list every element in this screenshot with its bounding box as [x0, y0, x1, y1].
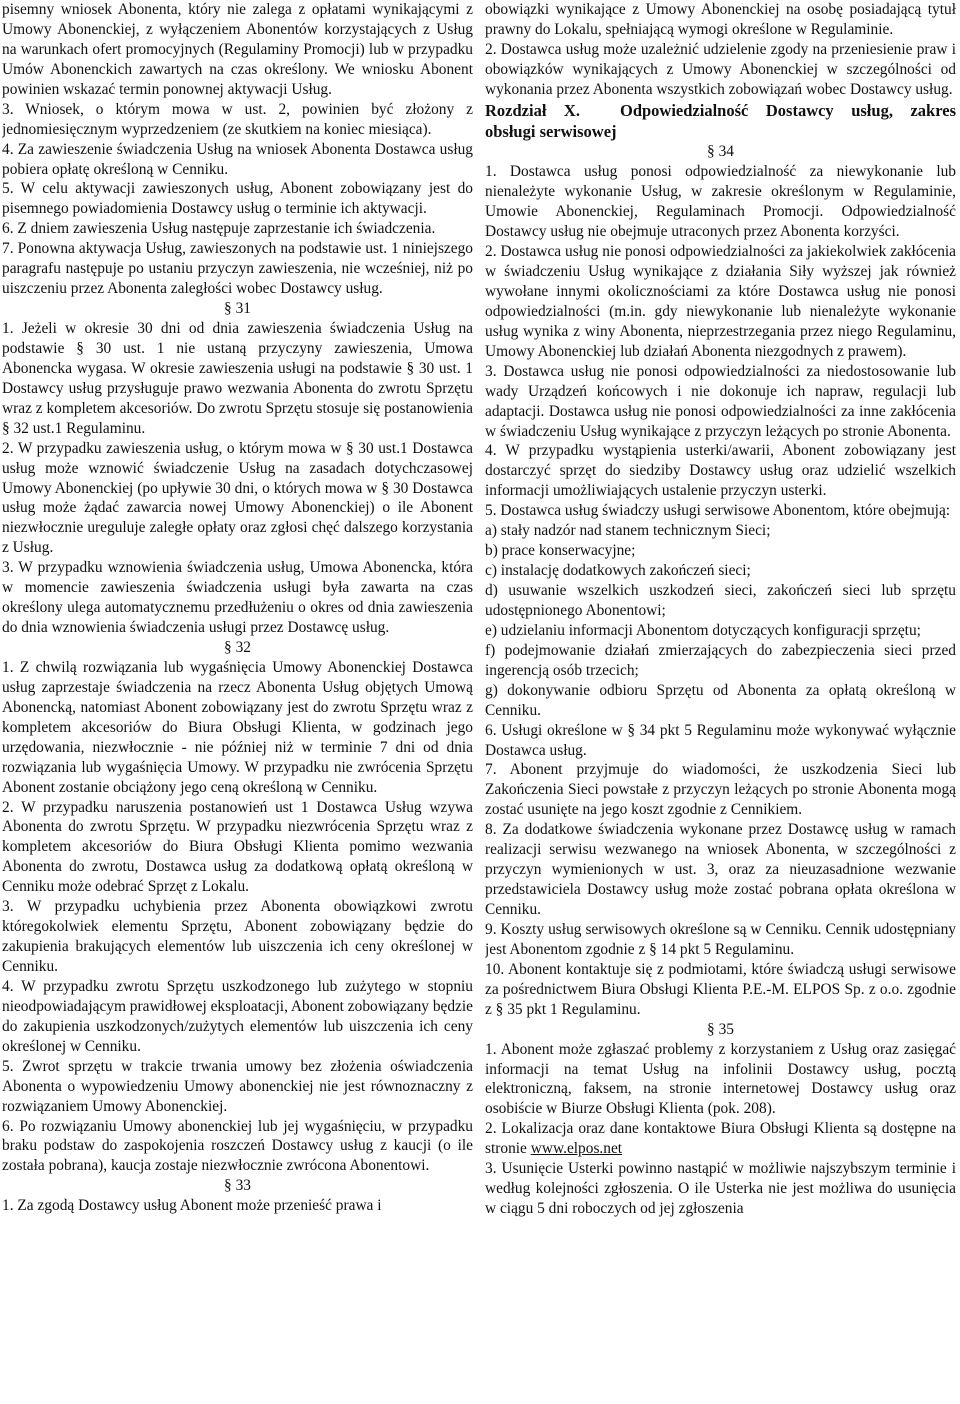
paragraph-intro-3: 4. Za zawieszenie świadczenia Usług na wniosek Abonenta Dostawca usług pobiera opłatę określoną w Cenniku.: [2, 140, 473, 178]
section-31-heading: § 31: [224, 300, 251, 318]
s31-paragraph-3: 3. W przypadku wznowienia świadczenia usług, Umowa Abonencka, która w momencie zawieszenia świadczenia usługi była zawarta na czas określony ulega automatycznemu przedłużeniu o okres od dnia zawieszenia do dnia wznowienia świadczenia usługi przez Dostawcę usług.: [2, 559, 473, 637]
s34-list-item-c: c) instalację dodatkowych zakończeń sieci;: [485, 562, 751, 580]
s34-list-item-e: e) udzielaniu informacji Abonentom dotyczących konfiguracji sprzętu;: [485, 621, 921, 639]
s34-list-item-d: d) usuwanie wszelkich uszkodzeń sieci, zakończeń sieci lub sprzętu udostępnionego Abonentowi;: [485, 582, 956, 619]
s34-paragraph-3: 3. Dostawca usług nie ponosi odpowiedzialności za niedostosowanie lub wady Urządzeń końcowych i nie dokonuje ich napraw, regulacji lub adaptacji. Dostawca usług nie ponosi odpowiedzialności za inne zakłócenia w świadczeniu Usług wynikające z przyczyn leżących po stronie Abonenta.: [485, 362, 956, 440]
s32-paragraph-4: 4. W przypadku zwrotu Sprzętu uszkodzonego lub zużytego w stopniu nieodpowiadającym prawidłowej eksploatacji, Abonent zobowiązany będzie do zakupienia uszkodzonych/zużytych elementów lub uiszczenia ich ceny określonej w Cenniku.: [2, 977, 473, 1055]
s34-paragraph-5: 5. Dostawca usług świadczy usługi serwisowe Abonentom, które obejmują:: [485, 502, 951, 520]
s34-paragraph-9: 9. Koszty usług serwisowych określone są w Cenniku. Cennik udostępniany jest Abonentom zgodnie z § 14 pkt 5 Regulaminu.: [485, 920, 956, 958]
right-intro-2: 2. Dostawca usług może uzależnić udzielenie zgody na przeniesienie praw i obowiązków wynikających z Umowy Abonenckiej w szczególności od wykonania przez Abonenta wszystkich zobowiązań wobec Dostawcy usług.: [485, 40, 956, 98]
s34-list-item-a: a) stały nadzór nad stanem technicznym Sieci;: [485, 522, 771, 540]
paragraph-intro-5: 6. Z dniem zawieszenia Usług następuje zaprzestanie ich świadczenia.: [2, 220, 436, 238]
right-column: [485, 0, 956, 1404]
paragraph-intro-2: 3. Wniosek, o którym mowa w ust. 2, powinien być złożony z jednomiesięcznym wyprzedzeniem (ze skutkiem na koniec miesiąca).: [2, 100, 473, 138]
s35-paragraph-2: [485, 1119, 956, 1159]
s34-paragraph-6: 6. Usługi określone w § 34 pkt 5 Regulaminu może wykonywać wyłącznie Dostawca usług.: [485, 721, 956, 759]
section-33-heading: § 33: [224, 1177, 251, 1195]
s34-list-item-f: f) podejmowanie działań zmierzających do zabezpieczenia sieci przed ingerencją osób trzecich;: [485, 641, 956, 679]
paragraph-intro-6: 7. Ponowna aktywacja Usług, zawieszonych na podstawie ust. 1 niniejszego paragrafu następuje po ustaniu przyczyn zawieszenia, nie wcześniej, niż po uiszczeniu przez Abonenta zaległości wobec Dostawcy usług.: [2, 240, 473, 298]
left-column: [2, 0, 473, 1404]
s31-paragraph-1: 1. Jeżeli w okresie 30 dni od dnia zawieszenia świadczenia Usług na podstawie § 30 ust. 1 nie ustaną przyczyny zawieszenia, Umowa Abonencka wygasa. W okresie zawieszenia usługi na podstawie § 30 ust. 1 Dostawcy usług przysługuje prawo wezwania Abonenta do zwrotu Sprzętu wraz z kompletem akcesoriów. Do zwrotu Sprzętu stosuje się postanowienia § 32 ust.1 Regulaminu.: [2, 320, 473, 437]
chapter-heading: [485, 100, 956, 143]
s34-paragraph-10: 10. Abonent kontaktuje się z podmiotami, które świadczą usługi serwisowe za pośrednictwem Biura Obsługi Klienta P.E.-M. ELPOS Sp. z o.o. zgodnie z § 35 pkt 1 Regulaminu.: [485, 960, 956, 1018]
two-column-layout: [2, 0, 956, 1404]
elpos-website-link[interactable]: www.elpos.net: [530, 1140, 623, 1158]
section-35-heading: § 35: [707, 1020, 734, 1038]
s35-paragraph-1: 1. Abonent może zgłaszać problemy z korzystaniem z Usług oraz zasięgać informacji na temat Usług na infolinii Dostawcy usług, pocztą elektroniczną, faksem, na stronie internetowej Dostawcy usług oraz osobiście w Biurze Obsługi Klienta (pok. 208).: [485, 1040, 956, 1118]
s32-paragraph-1: 1. Z chwilą rozwiązania lub wygaśnięcia Umowy Abonenckiej Dostawca usług zaprzestaje świadczenia na rzecz Abonenta Usług objętych Umową Abonencką, natomiast Abonent zobowiązany jest do zwrotu Sprzętu wraz z kompletem akcesoriów do Biura Obsługi Klienta, w godzinach jego urzędowania, niezwłocznie - nie później niż w terminie 7 dni od dnia rozwiązania lub wygaśnięcia Umowy. W przypadku nie zwrócenia Sprzętu Abonent zostanie obciążony jego ceną określoną w Cenniku.: [2, 658, 473, 796]
s34-paragraph-8: 8. Za dodatkowe świadczenia wykonane przez Dostawcę usług w ramach realizacji serwisu wezwanego na wniosek Abonenta, w szczególności z przyczyn wymienionych w ust. 3, oraz za nieuzasadnione wezwanie przedstawiciela Dostawcy usług może zostać pobrana opłata określona w Cenniku.: [485, 821, 956, 919]
s34-list-item-b: b) prace konserwacyjne;: [485, 542, 636, 560]
s32-paragraph-5: 5. Zwrot sprzętu w trakcie trwania umowy bez złożenia oświadczenia Abonenta o wypowiedzeniu Umowy abonenckiej nie jest równoznaczny z rozwiązaniem Umowy Abonenckiej.: [2, 1057, 473, 1115]
s35-paragraph-2-text: 2. Lokalizacja oraz dane kontaktowe Biura Obsługi Klienta są dostępne na stronie: [485, 1120, 956, 1158]
chapter-title: Odpowiedzialność Dostawcy usług, zakres obsługi serwisowej: [485, 100, 956, 142]
right-intro-1: obowiązki wynikające z Umowy Abonenckiej na osobę posiadającą tytuł prawny do Lokalu, spełniającą wymogi określone w Regulaminie.: [485, 1, 956, 38]
section-32-heading: § 32: [224, 639, 251, 656]
s34-paragraph-2: 2. Dostawca usług nie ponosi odpowiedzialności za jakiekolwiek zakłócenia w świadczeniu Usług wynikające z działania Siły wyższej jak również wywołane innymi okolicznościami za które Dostawca usług nie ponosi odpowiedzialności (m.in. gdy niewykonanie lub nienależyte wykonanie usług wynika z winy Abonenta, nieprzestrzegania przez niego Regulaminu, Umowy Abonenckiej lub działań Abonenta niezgodnych z prawem).: [485, 243, 956, 360]
s32-paragraph-3: 3. W przypadku uchybienia przez Abonenta obowiązkowi zwrotu któregokolwiek elementu Sprzętu, Abonent zobowiązany będzie do zakupienia brakujących elementów lub uiszczenia ich ceny określonej w Cenniku.: [2, 898, 473, 975]
s34-paragraph-4: 4. W przypadku wystąpienia usterki/awarii, Abonent zobowiązany jest dostarczyć sprzęt do siedziby Dostawcy usług oraz udzielić wszelkich informacji umożliwiających ustalenie przyczyn usterki.: [485, 442, 956, 500]
chapter-number: Rozdział X.: [485, 100, 580, 120]
s32-paragraph-6: 6. Po rozwiązaniu Umowy abonenckiej lub jej wygaśnięciu, w przypadku braku podstaw do zaspokojenia roszczeń Dostawcy usług z kaucji (o ile została pobrana), kaucja zostaje niezwłocznie zwrócona Abonentowi.: [2, 1117, 473, 1175]
s33-paragraph-1: 1. Za zgodą Dostawcy usług Abonent może przenieść prawa i: [2, 1197, 382, 1215]
paragraph-intro-1: pisemny wniosek Abonenta, który nie zalega z opłatami wynikającymi z Umowy Abonenckiej, z wyłączeniem Abonentów korzystających z Usług na warunkach ofert promocyjnych (Regulaminy Promocji) lub w przypadku Umów Abonenckich zawartych na czas określony. We wniosku Abonent powinien wskazać termin ponownej aktywacji Usług.: [2, 1, 473, 98]
s34-list-item-g: g) dokonywanie odbioru Sprzętu od Abonenta za opłatą określoną w Cenniku.: [485, 681, 956, 719]
s34-paragraph-1: 1. Dostawca usług ponosi odpowiedzialność za niewykonanie lub nienależyte wykonanie Usług, w zakresie określonym w Regulaminie, Umowie Abonenckiej, Regulaminach Promocji. Odpowiedzialność Dostawcy usług nie obejmuje utraconych przez Abonenta korzyści.: [485, 163, 956, 241]
s32-paragraph-2: 2. W przypadku naruszenia postanowień ust 1 Dostawca Usług wzywa Abonenta do zwrotu Sprzętu. W przypadku niezwrócenia Sprzętu wraz z kompletem akcesoriów do Biura Obsługi Klienta pomimo wezwania Abonenta do zwrotu, Dostawca usług za dodatkową opłatą określoną w Cenniku może odebrać Sprzęt z Lokalu.: [2, 798, 473, 896]
s35-paragraph-3: 3. Usunięcie Usterki powinno nastąpić w możliwie najszybszym terminie i według kolejności zgłoszenia. O ile Usterka nie jest możliwa do usunięcia w ciągu 5 dni roboczych od jej zgłoszenia: [485, 1160, 956, 1218]
paragraph-intro-4: 5. W celu aktywacji zawieszonych usług, Abonent zobowiązany jest do pisemnego powiadomienia Dostawcy usług o terminie ich aktywacji.: [2, 180, 473, 218]
s34-paragraph-7: 7. Abonent przyjmuje do wiadomości, że uszkodzenia Sieci lub Zakończenia Sieci powstałe z przyczyn leżących po stronie Abonenta mogą zostać usunięte na jego koszt zgodnie z Cennikiem.: [485, 761, 956, 819]
s31-paragraph-2: 2. W przypadku zawieszenia usług, o którym mowa w § 30 ust.1 Dostawca usług może wznowić świadczenie Usług na zasadach dotychczasowej Umowy Abonenckiej (po upływie 30 dni, o których mowa w § 30 Dostawca usług może żądać zawarcia nowej Umowy Abonenckiej) o ile Abonent niezwłocznie ureguluje zaległe opłaty oraz zgłosi chęć dalszego korzystania z Usług.: [2, 439, 473, 557]
section-34-heading: § 34: [707, 143, 734, 161]
